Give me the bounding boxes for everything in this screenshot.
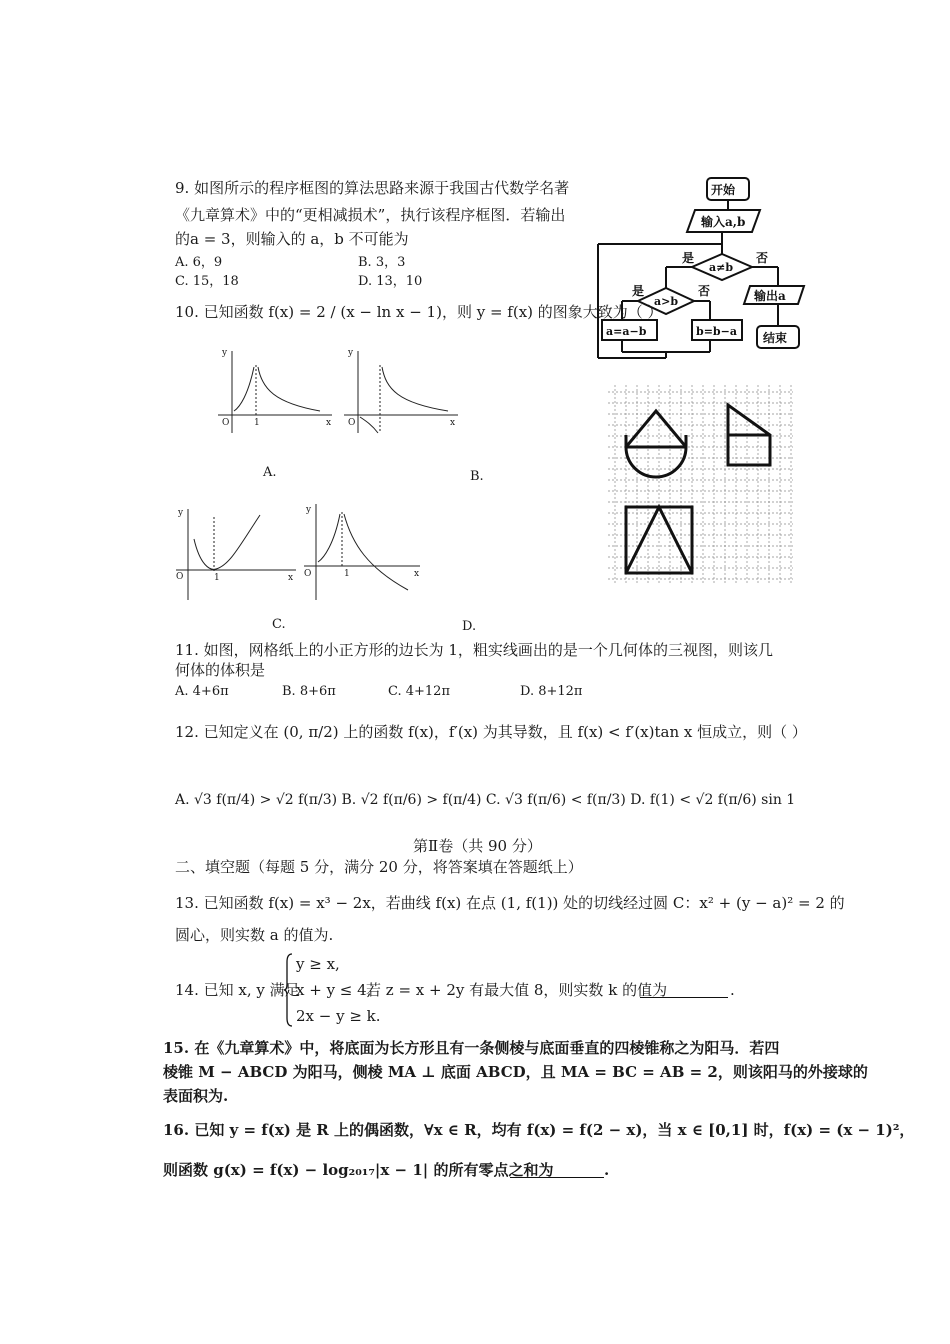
graph-c-y: y bbox=[178, 508, 184, 518]
fill-in-section-heading: 二、填空题（每题 5 分，满分 20 分，将答案填在答题纸上） bbox=[175, 858, 583, 876]
q14-constraint-2: x + y ≤ 4, bbox=[296, 981, 372, 999]
graph-b-o: O bbox=[348, 418, 356, 428]
flow-yes-label-1: 是 bbox=[682, 251, 695, 265]
graph-a-o: O bbox=[222, 418, 230, 428]
flow-input-text: 输入a,b bbox=[701, 215, 746, 229]
graph-b-x: x bbox=[450, 418, 456, 428]
graph-c-x: x bbox=[288, 573, 294, 583]
graph-b-y: y bbox=[348, 348, 354, 358]
q9-option-a: A. 6，9 bbox=[175, 255, 223, 270]
flow-no-label-1: 否 bbox=[756, 251, 769, 265]
graph-a-label: A. bbox=[263, 465, 277, 480]
q9-line2: 《九章算术》中的“更相减损术”，执行该程序框图．若输出 bbox=[175, 206, 566, 224]
flowchart bbox=[590, 170, 810, 365]
q13-line1: 13. 已知函数 f(x) = x³ − 2x，若曲线 f(x) 在点 (1, f(1)) 处的切线经过圆 C：x² + (y − a)² = 2 的 bbox=[175, 894, 845, 912]
q14-answer-blank bbox=[640, 997, 728, 998]
q9-line1: 9. 如图所示的程序框图的算法思路来源于我国古代数学名著 bbox=[175, 179, 570, 197]
graph-d-x: x bbox=[414, 569, 420, 579]
flow-assign-b-text: b=b−a bbox=[696, 325, 737, 338]
flow-cond1-text: a≠b bbox=[709, 261, 734, 274]
q9-option-c: C. 15，18 bbox=[175, 274, 239, 289]
graph-b bbox=[338, 345, 463, 435]
flow-cond2-text: a>b bbox=[654, 295, 679, 308]
q9-option-d: D. 13，10 bbox=[358, 274, 423, 289]
part2-title: 第Ⅱ卷（共 90 分） bbox=[413, 837, 542, 855]
q11-option-a: A. 4+6π bbox=[175, 684, 229, 699]
q11-option-c: C. 4+12π bbox=[388, 684, 450, 699]
graph-c-tick: 1 bbox=[214, 573, 220, 583]
q16-line2: 则函数 g(x) = f(x) − log₂₀₁₇|x − 1| 的所有零点之和为 bbox=[163, 1161, 554, 1179]
graph-a-tick: 1 bbox=[254, 418, 260, 428]
q12-text: 12. 已知定义在 (0, π/2) 上的函数 f(x)，f′(x) 为其导数，且 f(x) < f′(x)tan x 恒成立，则（ ） bbox=[175, 723, 807, 741]
flow-yes-label-2: 是 bbox=[632, 284, 645, 298]
q13-line2: 圆心，则实数 a 的值为. bbox=[175, 926, 334, 944]
graph-c-o: O bbox=[176, 572, 184, 582]
flow-assign-a-text: a=a−b bbox=[606, 325, 647, 338]
q14-end: . bbox=[730, 981, 735, 999]
q14-suffix: 若 z = x + 2y 有最大值 8，则实数 k 的值为 bbox=[366, 981, 668, 999]
graph-d-label: D. bbox=[462, 619, 477, 634]
flow-end-text: 结束 bbox=[763, 331, 788, 345]
q14-constraint-1: y ≥ x, bbox=[296, 955, 340, 973]
q11-line2: 何体的体积是 bbox=[175, 661, 266, 679]
flow-no-label-2: 否 bbox=[698, 284, 711, 298]
graph-c-label: C. bbox=[272, 617, 286, 632]
graph-b-label: B. bbox=[470, 469, 484, 484]
q9-line3: 的a = 3，则输入的 a，b 不可能为 bbox=[175, 230, 409, 248]
q11-option-d: D. 8+12π bbox=[520, 684, 583, 699]
q14-prefix: 14. 已知 x, y 满足 bbox=[175, 981, 300, 999]
graph-a-y: y bbox=[222, 348, 228, 358]
graph-a-x: x bbox=[326, 418, 332, 428]
graph-a bbox=[210, 345, 335, 435]
flow-start-text: 开始 bbox=[711, 183, 736, 197]
graph-d bbox=[300, 500, 425, 605]
q16-end: . bbox=[604, 1161, 610, 1179]
q16-line1: 16. 已知 y = f(x) 是 R 上的偶函数，∀x ∈ R，均有 f(x) = f(2 − x)，当 x ∈ [0,1] 时，f(x) = (x − 1)²， bbox=[163, 1121, 915, 1139]
graph-c bbox=[170, 505, 300, 605]
q9-option-b: B. 3，3 bbox=[358, 255, 406, 270]
q14-brace bbox=[284, 952, 294, 1028]
graph-d-o: O bbox=[304, 569, 312, 579]
graph-d-y: y bbox=[306, 505, 312, 515]
q10-text: 10. 已知函数 f(x) = 2 / (x − ln x − 1)，则 y = f(x) 的图象大致为（ ） bbox=[175, 303, 663, 321]
q15-line3: 表面积为. bbox=[163, 1087, 229, 1105]
q12-options: A. √3 f(π/4) > √2 f(π/3) B. √2 f(π/6) > f(π/4) C. √3 f(π/6) < f(π/3) D. f(1) < √2 f(π/6) sin 1 bbox=[175, 792, 796, 808]
q11-option-b: B. 8+6π bbox=[282, 684, 336, 699]
q16-answer-blank bbox=[510, 1177, 604, 1178]
q15-line1: 15. 在《九章算术》中，将底面为长方形且有一条侧棱与底面垂直的四棱锥称之为阳马．若四 bbox=[163, 1039, 780, 1057]
q11-line1: 11. 如图，网格纸上的小正方形的边长为 1，粗实线画出的是一个几何体的三视图，则该几 bbox=[175, 641, 773, 659]
flow-output-text: 输出a bbox=[754, 289, 786, 303]
three-view-grid bbox=[608, 385, 793, 583]
q15-line2: 棱锥 M − ABCD 为阳马，侧棱 MA ⊥ 底面 ABCD，且 MA = BC = AB = 2，则该阳马的外接球的 bbox=[163, 1063, 868, 1081]
graph-d-tick: 1 bbox=[344, 569, 350, 579]
q14-constraint-3: 2x − y ≥ k. bbox=[296, 1007, 381, 1025]
